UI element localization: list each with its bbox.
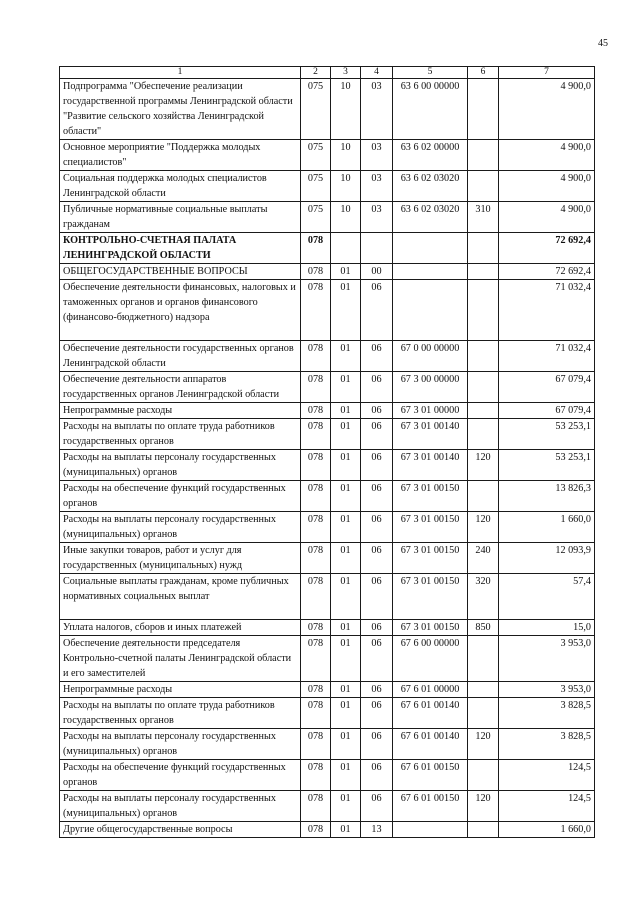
row-section: 01 [331, 403, 361, 419]
row-name: Подпрограмма "Обеспечение реализации государственной программы Ленинградской области "Развитие сельского хозяйства Ленинградской области" [60, 79, 301, 140]
row-expense-type [468, 280, 499, 341]
row-subsection: 06 [361, 791, 393, 822]
row-section: 01 [331, 698, 361, 729]
row-expense-type [468, 698, 499, 729]
row-expense-type [468, 79, 499, 140]
table-row [60, 620, 595, 636]
row-amount: 4 900,0 [499, 202, 595, 233]
row-section: 01 [331, 620, 361, 636]
header-col-7: 7 [499, 67, 595, 79]
row-expense-type [468, 419, 499, 450]
row-section: 01 [331, 574, 361, 620]
row-name: Основное мероприятие "Поддержка молодых специалистов" [60, 140, 301, 171]
row-subsection: 06 [361, 450, 393, 481]
row-target-article: 67 3 01 00150 [393, 481, 468, 512]
row-target-article: 67 3 01 00150 [393, 512, 468, 543]
table-row [60, 372, 595, 403]
row-expense-type [468, 481, 499, 512]
row-amount: 124,5 [499, 791, 595, 822]
row-admin-code: 078 [301, 682, 331, 698]
row-admin-code: 078 [301, 791, 331, 822]
row-target-article: 67 0 00 00000 [393, 341, 468, 372]
row-name: Обеспечение деятельности аппаратов государственных органов Ленинградской области [60, 372, 301, 403]
row-target-article: 67 3 01 00150 [393, 574, 468, 620]
row-subsection: 06 [361, 729, 393, 760]
row-section: 01 [331, 543, 361, 574]
row-name: Расходы на выплаты персоналу государственных (муниципальных) органов [60, 450, 301, 481]
row-name: Обеспечение деятельности председателя Контрольно-счетной палаты Ленинградской области и его заместителей [60, 636, 301, 682]
row-amount: 3 953,0 [499, 636, 595, 682]
row-expense-type [468, 264, 499, 280]
page-number: 45 [598, 38, 608, 49]
row-amount: 72 692,4 [499, 264, 595, 280]
row-amount: 3 828,5 [499, 729, 595, 760]
row-target-article [393, 822, 468, 838]
row-expense-type [468, 403, 499, 419]
header-col-4: 4 [361, 67, 393, 79]
row-admin-code: 075 [301, 171, 331, 202]
row-amount: 53 253,1 [499, 419, 595, 450]
budget-table [59, 66, 595, 838]
row-subsection: 03 [361, 79, 393, 140]
row-amount: 15,0 [499, 620, 595, 636]
row-section: 01 [331, 822, 361, 838]
table-row [60, 419, 595, 450]
row-target-article: 63 6 02 03020 [393, 202, 468, 233]
row-expense-type [468, 760, 499, 791]
row-amount: 12 093,9 [499, 543, 595, 574]
row-section: 01 [331, 682, 361, 698]
row-expense-type [468, 682, 499, 698]
row-subsection: 06 [361, 341, 393, 372]
row-target-article: 63 6 02 00000 [393, 140, 468, 171]
row-target-article: 67 6 00 00000 [393, 636, 468, 682]
row-amount: 124,5 [499, 760, 595, 791]
table-row [60, 574, 595, 620]
row-name: Публичные нормативные социальные выплаты гражданам [60, 202, 301, 233]
header-row [60, 67, 595, 79]
row-target-article: 67 6 01 00150 [393, 760, 468, 791]
row-expense-type: 850 [468, 620, 499, 636]
row-admin-code: 078 [301, 264, 331, 280]
row-amount: 13 826,3 [499, 481, 595, 512]
row-subsection: 06 [361, 280, 393, 341]
row-admin-code: 078 [301, 481, 331, 512]
row-subsection: 06 [361, 760, 393, 791]
row-amount: 4 900,0 [499, 171, 595, 202]
row-name: Социальная поддержка молодых специалистов Ленинградской области [60, 171, 301, 202]
row-admin-code: 078 [301, 543, 331, 574]
table-row [60, 341, 595, 372]
row-expense-type [468, 822, 499, 838]
row-target-article [393, 264, 468, 280]
row-admin-code: 078 [301, 233, 331, 264]
row-target-article: 67 6 01 00140 [393, 729, 468, 760]
row-admin-code: 075 [301, 79, 331, 140]
row-target-article [393, 233, 468, 264]
row-name: Расходы на выплаты персоналу государственных (муниципальных) органов [60, 512, 301, 543]
row-section: 01 [331, 512, 361, 543]
row-name: Расходы на выплаты по оплате труда работников государственных органов [60, 419, 301, 450]
row-admin-code: 075 [301, 140, 331, 171]
row-section: 10 [331, 171, 361, 202]
table-row [60, 512, 595, 543]
row-expense-type: 310 [468, 202, 499, 233]
row-name: Расходы на обеспечение функций государственных органов [60, 760, 301, 791]
row-amount: 71 032,4 [499, 341, 595, 372]
table-row [60, 202, 595, 233]
row-amount: 71 032,4 [499, 280, 595, 341]
row-name: Непрограммные расходы [60, 403, 301, 419]
row-subsection: 06 [361, 620, 393, 636]
table-row [60, 729, 595, 760]
table-body [60, 79, 595, 838]
row-expense-type: 120 [468, 729, 499, 760]
row-amount: 1 660,0 [499, 822, 595, 838]
table-row [60, 682, 595, 698]
row-name: Обеспечение деятельности финансовых, налоговых и таможенных органов и органов финансового (финансово-бюджетного) надзора [60, 280, 301, 341]
row-expense-type [468, 233, 499, 264]
row-subsection: 06 [361, 682, 393, 698]
table-row [60, 822, 595, 838]
table-row [60, 481, 595, 512]
row-target-article: 67 3 00 00000 [393, 372, 468, 403]
row-section: 01 [331, 729, 361, 760]
row-section: 01 [331, 481, 361, 512]
row-amount: 3 828,5 [499, 698, 595, 729]
table-row [60, 760, 595, 791]
row-subsection [361, 233, 393, 264]
row-admin-code: 078 [301, 729, 331, 760]
row-section: 10 [331, 202, 361, 233]
row-admin-code: 078 [301, 620, 331, 636]
table-row [60, 171, 595, 202]
row-expense-type: 120 [468, 512, 499, 543]
row-expense-type [468, 140, 499, 171]
row-section: 01 [331, 760, 361, 791]
row-target-article: 67 3 01 00150 [393, 620, 468, 636]
row-target-article: 63 6 00 00000 [393, 79, 468, 140]
row-section [331, 233, 361, 264]
row-amount: 67 079,4 [499, 372, 595, 403]
row-amount: 72 692,4 [499, 233, 595, 264]
row-name: Другие общегосударственные вопросы [60, 822, 301, 838]
row-expense-type: 240 [468, 543, 499, 574]
table-row [60, 791, 595, 822]
row-expense-type: 120 [468, 450, 499, 481]
row-subsection: 00 [361, 264, 393, 280]
row-amount: 4 900,0 [499, 140, 595, 171]
row-admin-code: 078 [301, 636, 331, 682]
row-admin-code: 078 [301, 372, 331, 403]
row-admin-code: 078 [301, 822, 331, 838]
row-subsection: 06 [361, 698, 393, 729]
table-row [60, 79, 595, 140]
row-admin-code: 078 [301, 512, 331, 543]
table-row [60, 543, 595, 574]
row-section: 01 [331, 372, 361, 403]
row-expense-type [468, 636, 499, 682]
row-section: 01 [331, 791, 361, 822]
header-col-5: 5 [393, 67, 468, 79]
table-row [60, 450, 595, 481]
row-amount: 3 953,0 [499, 682, 595, 698]
table-header [60, 67, 595, 79]
table-row [60, 698, 595, 729]
row-amount: 53 253,1 [499, 450, 595, 481]
row-subsection: 06 [361, 574, 393, 620]
row-target-article: 67 3 01 00140 [393, 419, 468, 450]
row-admin-code: 078 [301, 419, 331, 450]
row-subsection: 03 [361, 140, 393, 171]
row-subsection: 06 [361, 636, 393, 682]
table-row [60, 264, 595, 280]
row-section: 01 [331, 636, 361, 682]
row-name: Непрограммные расходы [60, 682, 301, 698]
row-target-article: 63 6 02 03020 [393, 171, 468, 202]
row-expense-type: 320 [468, 574, 499, 620]
row-subsection: 13 [361, 822, 393, 838]
header-col-1: 1 [60, 67, 301, 79]
row-target-article [393, 280, 468, 341]
table-row [60, 280, 595, 341]
row-amount: 1 660,0 [499, 512, 595, 543]
row-admin-code: 078 [301, 698, 331, 729]
row-subsection: 06 [361, 481, 393, 512]
row-subsection: 03 [361, 171, 393, 202]
row-section: 01 [331, 419, 361, 450]
row-admin-code: 075 [301, 202, 331, 233]
row-section: 01 [331, 264, 361, 280]
row-target-article: 67 6 01 00140 [393, 698, 468, 729]
row-expense-type: 120 [468, 791, 499, 822]
row-amount: 67 079,4 [499, 403, 595, 419]
row-expense-type [468, 372, 499, 403]
row-expense-type [468, 171, 499, 202]
row-section: 01 [331, 280, 361, 341]
row-admin-code: 078 [301, 280, 331, 341]
row-section: 01 [331, 341, 361, 372]
row-admin-code: 078 [301, 574, 331, 620]
table-row [60, 233, 595, 264]
row-target-article: 67 6 01 00000 [393, 682, 468, 698]
row-name: Иные закупки товаров, работ и услуг для государственных (муниципальных) нужд [60, 543, 301, 574]
row-admin-code: 078 [301, 403, 331, 419]
header-col-6: 6 [468, 67, 499, 79]
row-section: 10 [331, 79, 361, 140]
row-subsection: 06 [361, 543, 393, 574]
header-col-3: 3 [331, 67, 361, 79]
row-subsection: 06 [361, 372, 393, 403]
row-section: 01 [331, 450, 361, 481]
row-subsection: 06 [361, 419, 393, 450]
row-target-article: 67 3 01 00150 [393, 543, 468, 574]
row-target-article: 67 3 01 00140 [393, 450, 468, 481]
row-amount: 57,4 [499, 574, 595, 620]
row-name: Расходы на обеспечение функций государственных органов [60, 481, 301, 512]
row-name: Уплата налогов, сборов и иных платежей [60, 620, 301, 636]
row-section: 10 [331, 140, 361, 171]
table-row [60, 636, 595, 682]
row-name: Расходы на выплаты персоналу государственных (муниципальных) органов [60, 791, 301, 822]
row-subsection: 06 [361, 512, 393, 543]
row-target-article: 67 6 01 00150 [393, 791, 468, 822]
row-admin-code: 078 [301, 341, 331, 372]
header-col-2: 2 [301, 67, 331, 79]
row-expense-type [468, 341, 499, 372]
row-name: Социальные выплаты гражданам, кроме публичных нормативных социальных выплат [60, 574, 301, 620]
row-name: Расходы на выплаты по оплате труда работников государственных органов [60, 698, 301, 729]
row-target-article: 67 3 01 00000 [393, 403, 468, 419]
row-admin-code: 078 [301, 760, 331, 791]
row-name: Обеспечение деятельности государственных органов Ленинградской области [60, 341, 301, 372]
row-name: КОНТРОЛЬНО-СЧЕТНАЯ ПАЛАТА ЛЕНИНГРАДСКОЙ ОБЛАСТИ [60, 233, 301, 264]
row-name: Расходы на выплаты персоналу государственных (муниципальных) органов [60, 729, 301, 760]
table-row [60, 140, 595, 171]
row-subsection: 06 [361, 403, 393, 419]
row-subsection: 03 [361, 202, 393, 233]
table-row [60, 403, 595, 419]
row-amount: 4 900,0 [499, 79, 595, 140]
row-name: ОБЩЕГОСУДАРСТВЕННЫЕ ВОПРОСЫ [60, 264, 301, 280]
row-admin-code: 078 [301, 450, 331, 481]
